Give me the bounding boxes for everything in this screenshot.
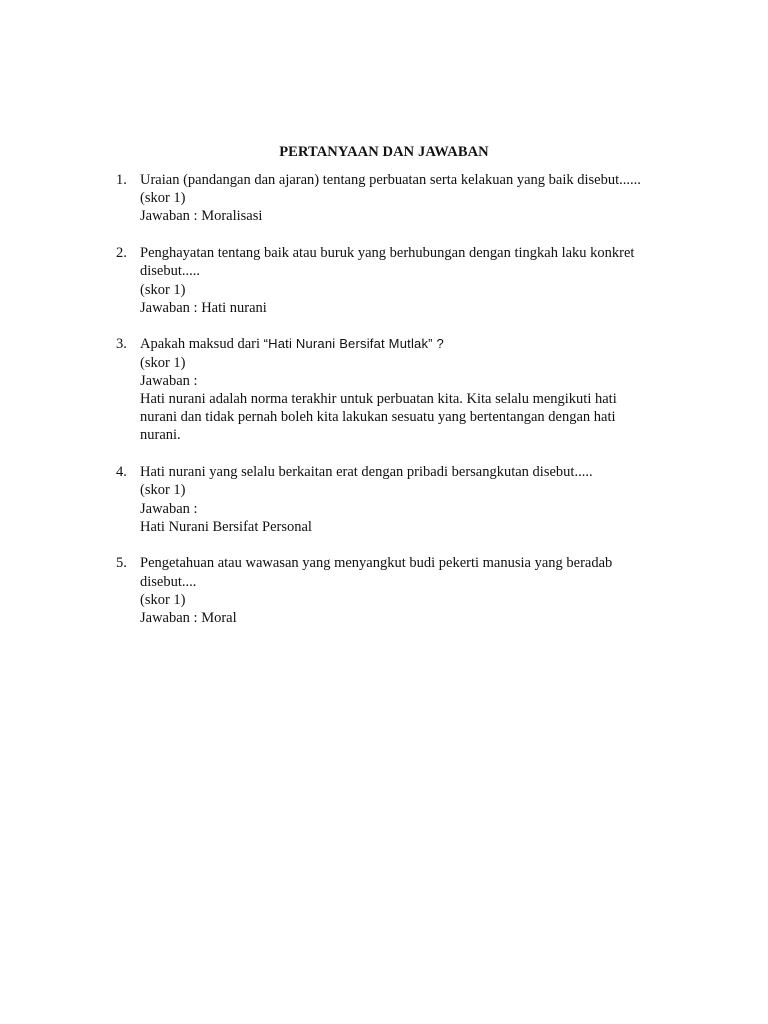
answer-text: Jawaban : Moral [140, 610, 237, 627]
question-text: Uraian (pandangan dan ajaran) tentang perbuatan serta kelakuan yang baik disebut...... [140, 172, 641, 188]
question-item-2 [116, 244, 696, 317]
question-item-4 [116, 463, 696, 536]
document-title: PERTANYAAN DAN JAWABAN [279, 144, 489, 160]
score-label: (skor 1) [140, 190, 186, 207]
question-number: 5. [116, 555, 127, 572]
question-prefix: Apakah maksud dari [140, 336, 264, 353]
answer-text: Hati nurani adalah norma terakhir untuk perbuatan kita. Kita selalu mengikuti hati [140, 391, 617, 408]
question-number: 4. [116, 464, 127, 481]
question-text: Penghayatan tentang baik atau buruk yang berhubungan dengan tingkah laku konkret [140, 245, 635, 262]
question-item-5 [116, 554, 696, 627]
question-item-1 [116, 171, 696, 226]
question-text: Pengetahuan atau wawasan yang menyangkut budi pekerti manusia yang beradab [140, 555, 613, 572]
score-label: (skor 1) [140, 281, 186, 298]
answer-label: Jawaban : [140, 500, 198, 517]
answer-label: Jawaban : [140, 372, 198, 389]
question-number: 1. [116, 172, 127, 188]
question-list [116, 171, 696, 646]
answer-text: Hati Nurani Bersifat Personal [140, 518, 312, 535]
answer-text: nurani dan tidak pernah boleh kita lakukan sesuatu yang bertentangan dengan hati [140, 409, 616, 426]
question-quote: “Hati Nurani Bersifat Mutlak” ? [263, 336, 444, 352]
answer-text: Jawaban : Moralisasi [140, 208, 263, 225]
score-label: (skor 1) [140, 591, 186, 608]
score-label: (skor 1) [140, 482, 186, 499]
question-number: 3. [116, 336, 127, 353]
question-number: 2. [116, 245, 127, 262]
question-item-3 [116, 335, 696, 444]
answer-text: nurani. [140, 427, 181, 444]
question-text-continued: disebut.... [140, 573, 197, 590]
question-text: Hati nurani yang selalu berkaitan erat dengan pribadi bersangkutan disebut..... [140, 464, 593, 481]
score-label: (skor 1) [140, 354, 186, 371]
answer-text: Jawaban : Hati nurani [140, 299, 267, 316]
question-text-continued: disebut..... [140, 263, 201, 280]
question-text [140, 335, 696, 353]
